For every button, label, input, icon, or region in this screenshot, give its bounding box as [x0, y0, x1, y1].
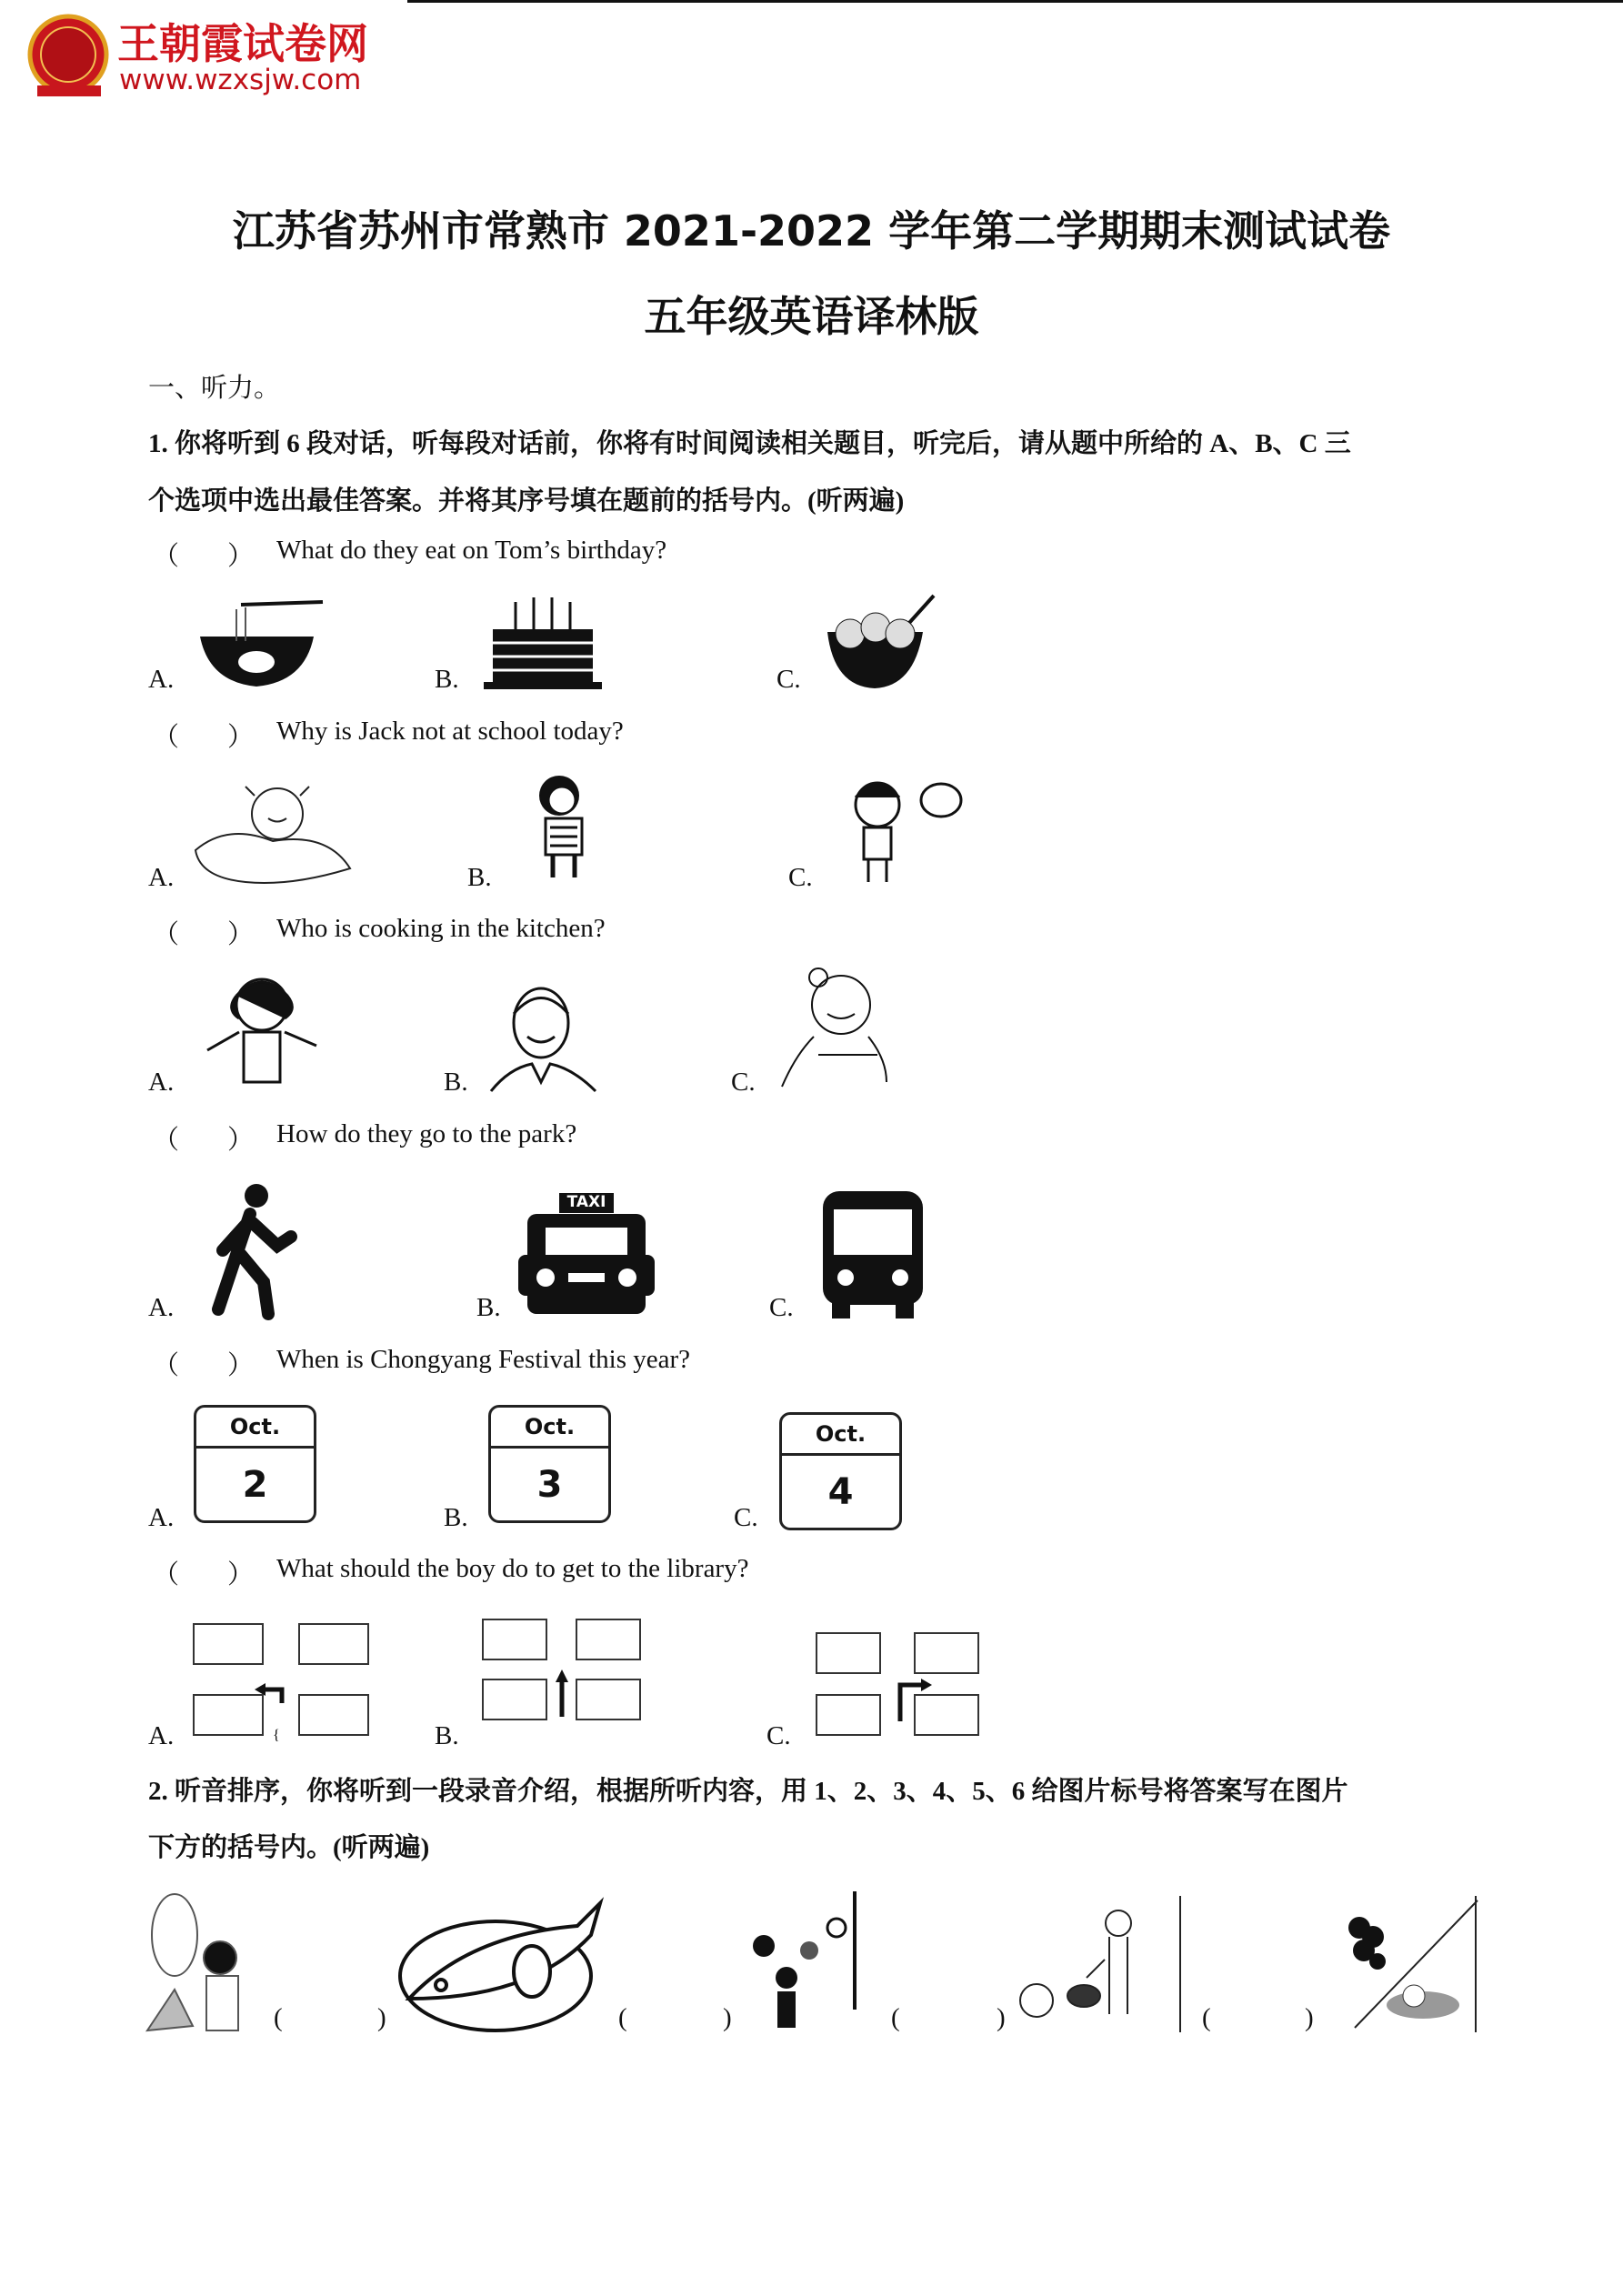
calendar-month: Oct. [491, 1408, 608, 1449]
rice-balls-bowl-picture [823, 596, 937, 691]
answer-paren-close: ) [377, 2003, 386, 2032]
sick-in-bed-picture [191, 777, 355, 887]
question-text: How do they go to the park? [276, 1119, 577, 1148]
children-playing-picture [736, 1891, 864, 2037]
option-label-b: B. [476, 1293, 501, 1322]
boy-thinking-picture [147, 1890, 252, 2035]
option-label-c: C. [788, 863, 813, 892]
page-subtitle: 五年级英语译林版 [644, 292, 979, 341]
page-title: 江苏省苏州市常熟市 2021-2022 学年第二学期期末测试试卷 [232, 206, 1391, 256]
option-label-a: A. [148, 665, 175, 694]
answer-paren-open[interactable]: （ [153, 1560, 180, 1589]
svg-text:{: { [273, 1728, 280, 1743]
option-label-a: A. [148, 1068, 175, 1097]
woman-cooking-picture [198, 973, 326, 1091]
question-text: Why is Jack not at school today? [276, 717, 624, 746]
map-turn-right-picture [814, 1630, 982, 1744]
answer-paren-open[interactable]: ( [891, 2003, 900, 2032]
calendar-option-a [194, 1405, 316, 1523]
q2-instruction: 2. 听音排序，你将听到一段录音介绍，根据所听内容，用 1、2、3、4、5、6 给图片标号将答案写在图片 [148, 1777, 1348, 1806]
grandpa-and-child-picture [1018, 1896, 1182, 2032]
answer-paren-close: ） [227, 542, 255, 571]
calendar-month: Oct. [196, 1408, 314, 1449]
answer-paren-open[interactable]: （ [153, 1126, 180, 1155]
girl-cooking-picture [777, 964, 900, 1096]
map-go-straight-picture [480, 1617, 644, 1744]
question-text: Who is cooking in the kitchen? [276, 914, 606, 943]
option-label-b: B. [435, 665, 459, 694]
question-text: What should the boy do to get to the library? [276, 1554, 749, 1583]
logo-emblem-icon [26, 9, 110, 100]
q1-instruction: 1. 你将听到 6 段对话，听每段对话前，你将有时间阅读相关题目，听完后，请从题中所给的 A、B、C 三 [148, 429, 1351, 458]
question-text: What do they eat on Tom’s birthday? [276, 536, 667, 565]
boy-stomachache-picture [518, 773, 618, 887]
option-label-a: A. [148, 863, 175, 892]
answer-paren-close: ) [723, 2003, 732, 2032]
q2-instruction-cont: 下方的括号内。(听两遍) [148, 1833, 430, 1862]
option-label-a: A. [148, 1293, 175, 1322]
calendar-option-b [488, 1405, 611, 1523]
answer-paren-open[interactable]: （ [153, 1351, 180, 1380]
answer-paren-close: ) [997, 2003, 1006, 2032]
answer-paren-close: ） [227, 1351, 255, 1380]
option-label-b: B. [467, 863, 492, 892]
section-heading: 一、听力。 [148, 374, 281, 403]
option-label-b: B. [444, 1503, 468, 1532]
answer-paren-open[interactable]: （ [153, 723, 180, 752]
option-label-c: C. [734, 1503, 758, 1532]
option-label-c: C. [769, 1293, 794, 1322]
walking-person-icon [200, 1182, 296, 1318]
taxi-sign-text: TAXI [566, 1193, 606, 1211]
taxi-icon [518, 1191, 655, 1314]
noodles-bowl-picture [195, 600, 323, 691]
fish-plate-picture [396, 1899, 605, 2035]
answer-paren-close: ） [227, 723, 255, 752]
calendar-day: 4 [827, 1471, 854, 1513]
logo-name: 王朝霞试卷网 [117, 19, 368, 68]
option-label-c: C. [731, 1068, 756, 1097]
calendar-day: 2 [242, 1464, 268, 1506]
man-smiling-picture [482, 982, 605, 1096]
answer-paren-open[interactable]: ( [274, 2003, 283, 2032]
answer-paren-open[interactable]: （ [153, 542, 180, 571]
top-rule [407, 0, 1623, 3]
answer-paren-open[interactable]: （ [153, 920, 180, 949]
answer-paren-close: ） [227, 1126, 255, 1155]
answer-paren-close: ） [227, 1560, 255, 1589]
calendar-option-c [779, 1412, 902, 1530]
answer-paren-open[interactable]: ( [1202, 2003, 1211, 2032]
option-label-c: C. [766, 1721, 791, 1750]
question-text: When is Chongyang Festival this year? [276, 1345, 691, 1374]
boy-toothache-picture [841, 777, 964, 887]
answer-paren-close: ） [227, 920, 255, 949]
answer-paren-open[interactable]: ( [618, 2003, 627, 2032]
option-label-a: A. [148, 1721, 175, 1750]
option-label-a: A. [148, 1503, 175, 1532]
map-turn-left-picture [191, 1621, 373, 1744]
logo [26, 7, 390, 105]
option-label-b: B. [435, 1721, 459, 1750]
logo-url: www.wzxsjw.com [119, 64, 362, 96]
option-label-c: C. [776, 665, 801, 694]
calendar-month: Oct. [782, 1415, 899, 1456]
birthday-cake-picture [484, 593, 602, 691]
option-label-b: B. [444, 1068, 468, 1097]
calendar-day: 3 [536, 1464, 563, 1506]
bus-icon [823, 1191, 923, 1318]
answer-paren-close: ) [1305, 2003, 1314, 2032]
q1-instruction-cont: 个选项中选出最佳答案。并将其序号填在题前的括号内。(听两遍) [148, 486, 905, 516]
grapes-and-swimming-picture [1337, 1896, 1478, 2032]
